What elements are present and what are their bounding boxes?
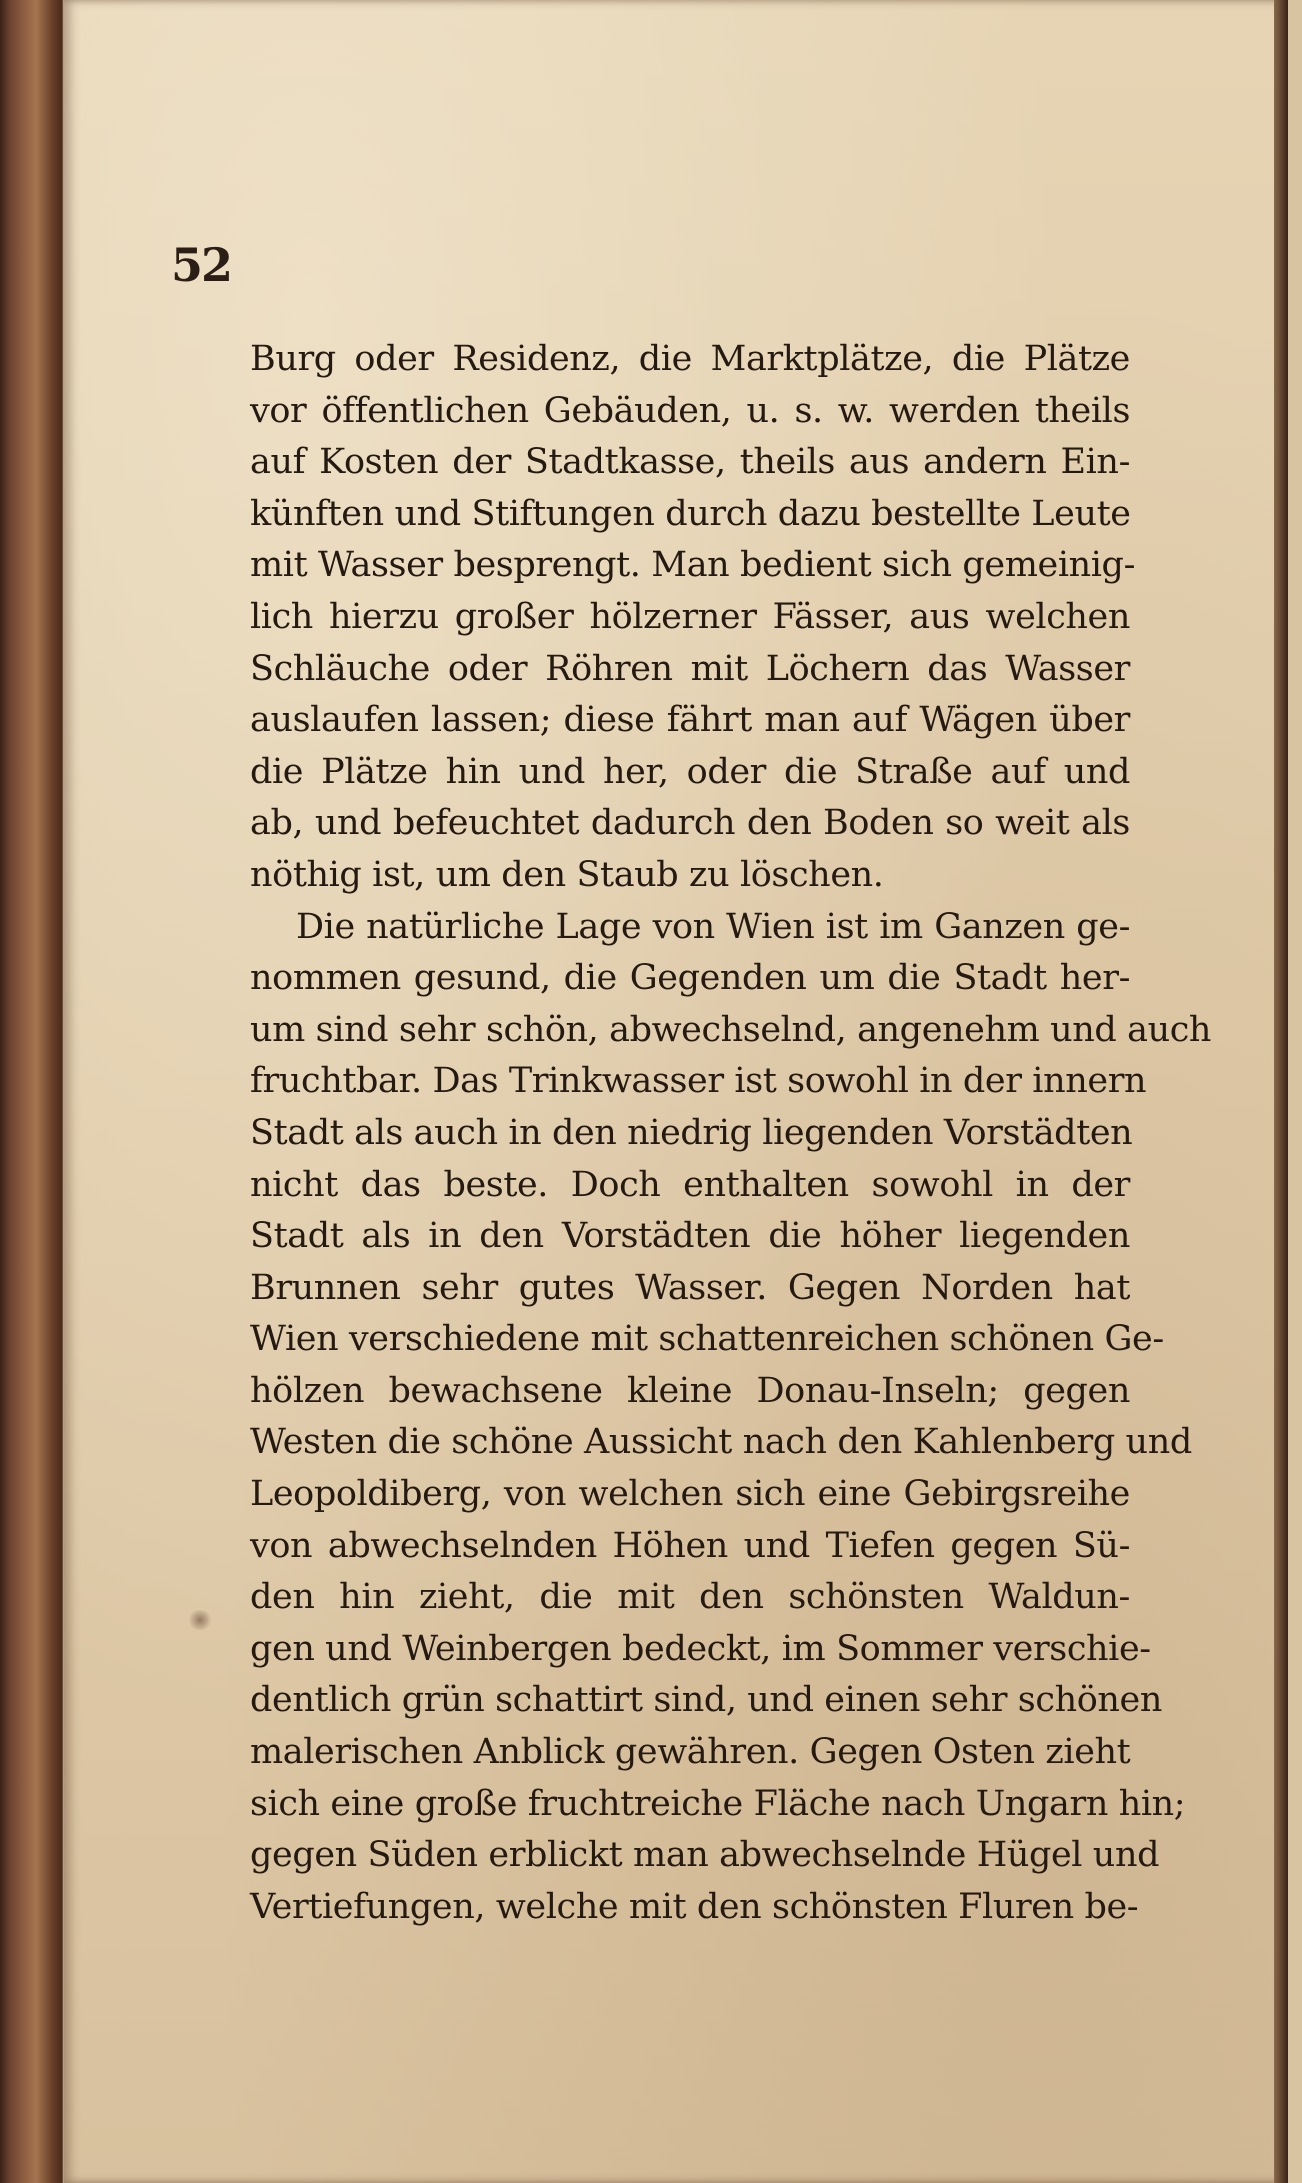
text-line: den hin zieht, die mit den schönsten Waldun-	[250, 1577, 1130, 1618]
text-line: Burg oder Residenz, die Marktplätze, die Plätze	[250, 339, 1130, 379]
text-line: von abwechselnden Höhen und Tiefen gegen Sü-	[250, 1525, 1130, 1566]
text-line: um sind sehr schön, abwechselnd, angenehm und auch	[250, 1009, 1212, 1050]
text-line: künften und Stiftungen durch dazu bestellte Leute	[250, 493, 1131, 534]
text-line: nicht das beste. Doch enthalten sowohl in der	[250, 1164, 1130, 1205]
body-text	[250, 334, 1212, 1933]
text-line: Stadt als auch in den niedrig liegenden Vorstädten	[250, 1112, 1133, 1153]
page-number: 52	[171, 238, 232, 292]
text-line: Brunnen sehr gutes Wasser. Gegen Norden hat	[250, 1267, 1130, 1308]
text-line: Wien verschiedene mit schattenreichen schönen Ge-	[250, 1319, 1164, 1360]
text-line: mit Wasser besprengt. Man bedient sich gemeinig-	[250, 545, 1135, 586]
text-line: Schläuche oder Röhren mit Löchern das Wasser	[250, 648, 1130, 689]
text-line: Westen die schöne Aussicht nach den Kahlenberg und	[250, 1422, 1192, 1463]
text-line: die Plätze hin und her, oder die Straße auf und	[250, 751, 1130, 792]
text-line: gen und Weinbergen bedeckt, im Sommer verschie-	[250, 1628, 1151, 1669]
text-line: malerischen Anblick gewähren. Gegen Osten zieht	[250, 1732, 1131, 1773]
text-line: dentlich grün schattirt sind, und einen sehr schönen	[250, 1680, 1162, 1721]
text-line: ab, und befeuchtet dadurch den Boden so weit als	[250, 803, 1130, 844]
text-line: hölzen bewachsene kleine Donau-Inseln; gegen	[250, 1370, 1130, 1411]
text-line: nöthig ist, um den Staub zu löschen.	[250, 854, 884, 895]
text-line: gegen Süden erblickt man abwechselnde Hügel und	[250, 1835, 1160, 1876]
text-line: fruchtbar. Das Trinkwasser ist sowohl in der innern	[250, 1061, 1147, 1102]
page-edge	[1274, 0, 1288, 2183]
text-line: sich eine große fruchtreiche Fläche nach Ungarn hin;	[250, 1783, 1186, 1824]
text-line: Vertiefungen, welche mit den schönsten Fluren be-	[250, 1886, 1139, 1927]
text-line: lich hierzu großer hölzerner Fässer, aus welchen	[250, 596, 1130, 637]
text-line: vor öffentlichen Gebäuden, u. s. w. werden theils	[250, 390, 1130, 431]
text-line: auslaufen lassen; diese fährt man auf Wägen über	[250, 700, 1130, 741]
text-line: Die natürliche Lage von Wien ist im Ganzen ge-	[296, 906, 1130, 947]
text-line: Stadt als in den Vorstädten die höher liegenden	[250, 1216, 1130, 1257]
text-line: nommen gesund, die Gegenden um die Stadt her-	[250, 958, 1130, 999]
text-line: Leopoldiberg, von welchen sich eine Gebirgsreihe	[250, 1474, 1130, 1515]
paper-stain	[187, 1610, 213, 1630]
text-line: auf Kosten der Stadtkasse, theils aus andern Ein-	[250, 442, 1130, 483]
